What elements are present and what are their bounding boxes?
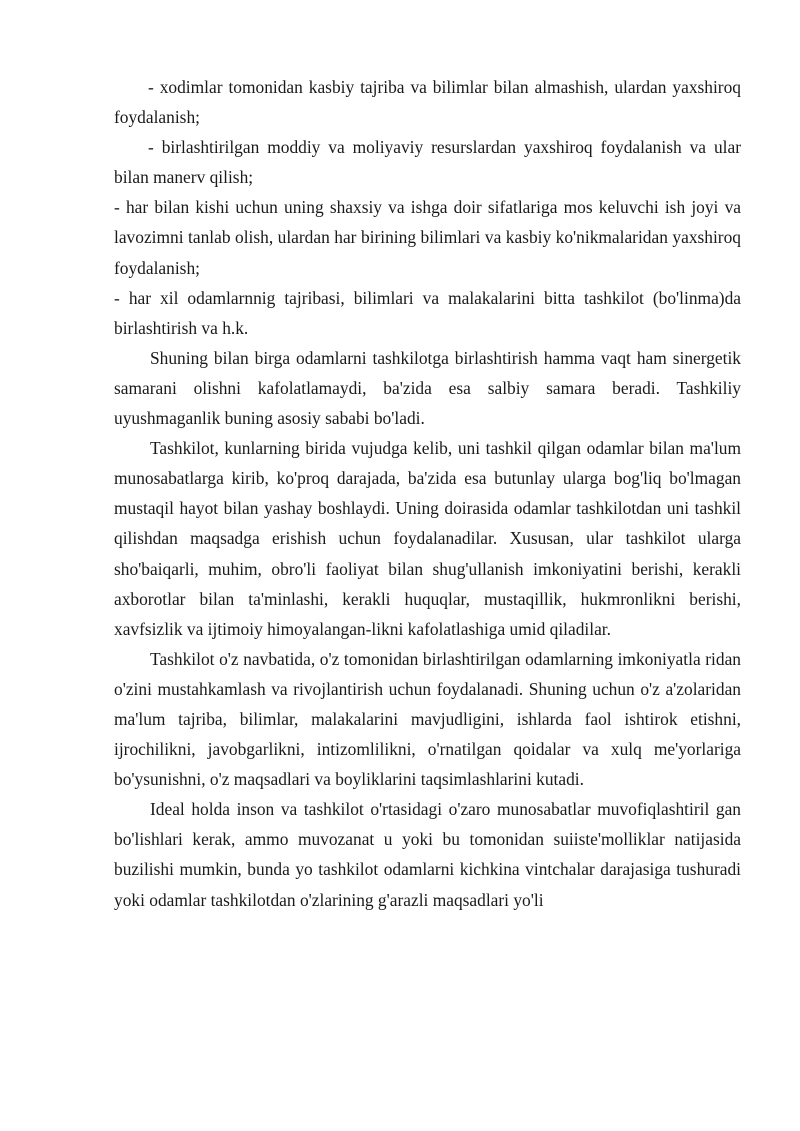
body-paragraph-4: Ideal holda inson va tashkilot o'rtasidagi o'zaro munosabatlar muvofiqlashtiril gan bo'lishlari kerak, ammo muvozanat u yoki bu tomonidan suiiste'molliklar natijasida buzilishi mumkin, bunda yo tashkilot odamlarni kichkina vintchalar darajasiga tushuradi yoki odamlar tashkilotdan o'zlarining g'arazli maqsadlari yo'li xyxy=(114,799,741,910)
bullet-paragraph-4: - har xil odamlarnnig tajribasi, bilimlari va malakalarini bitta tashkilot (bo'linma)da birlashtirish va h.k. xyxy=(114,287,741,338)
bullet-paragraph-2: - birlashtirilgan moddiy va moliyaviy resurslardan yaxshiroq foydalanish va ular bilan manerv qilish; xyxy=(114,137,741,188)
body-paragraph-3: Tashkilot o'z navbatida, o'z tomonidan birlashtirilgan odamlarning imkoniyatla ridan o'zini mustahkamlash va rivojlantirish uchun foydalanadi. Shuning uchun o'z a'zolaridan ma'lum tajriba, bilimlar, malakalarini mavjudligini, ishlarda faol ishtirok etishni, ijrochilikni, javobgarlikni, intizomlilikni, o'rnatilgan qoidalar va xulq me'yorlariga bo'ysunishni, o'z maqsadlari va boyliklarini taqsimlashlarini kutadi. xyxy=(114,648,741,790)
body-paragraph-1: Shuning bilan birga odamlarni tashkilotga birlashtirish hamma vaqt ham sinergetik samarani olishni kafolatlamaydi, ba'zida esa salbiy samara beradi. Tashkiliy uyushmaganlik buning asosiy sababi bo'ladi. xyxy=(114,347,741,429)
bullet-paragraph-3: - har bilan kishi uchun uning shaxsiy va ishga doir sifatlariga mos keluvchi ish joyi va lavozimni tanlab olish, ulardan har birining bilimlari va kasbiy ko'nikmalaridan yaxshiroq foydalanish; xyxy=(114,197,741,278)
body-paragraph-2: Tashkilot, kunlarning birida vujudga kelib, uni tashkil qilgan odamlar bilan ma'lum munosabatlarga kirib, ko'proq darajada, ba'zida esa butunlay ularga bog'liq bo'lmagan mustaqil hayot bilan yashay boshlaydi. Uning doirasida odamlar tashkilotdan uni tashkil qilishdan maqsadga erishish uchun foydalanadilar. Xususan, ular tashkilot ularga sho'baiqarli, muhim, obro'li faoliyat bilan shug'ullanish imkoniyatini berishi, kerakli axborotlar bilan ta'minlashi, kerakli huquqlar, mustaqillik, hukmronlikni berishi, xavfsizlik va ijtimoiy himoyalangan-likni kafolatlashiga umid qiladilar. xyxy=(114,438,741,639)
document-page xyxy=(114,72,741,915)
bullet-paragraph-1: - xodimlar tomonidan kasbiy tajriba va bilimlar bilan almashish, ulardan yaxshiroq foydalanish; xyxy=(114,77,741,128)
